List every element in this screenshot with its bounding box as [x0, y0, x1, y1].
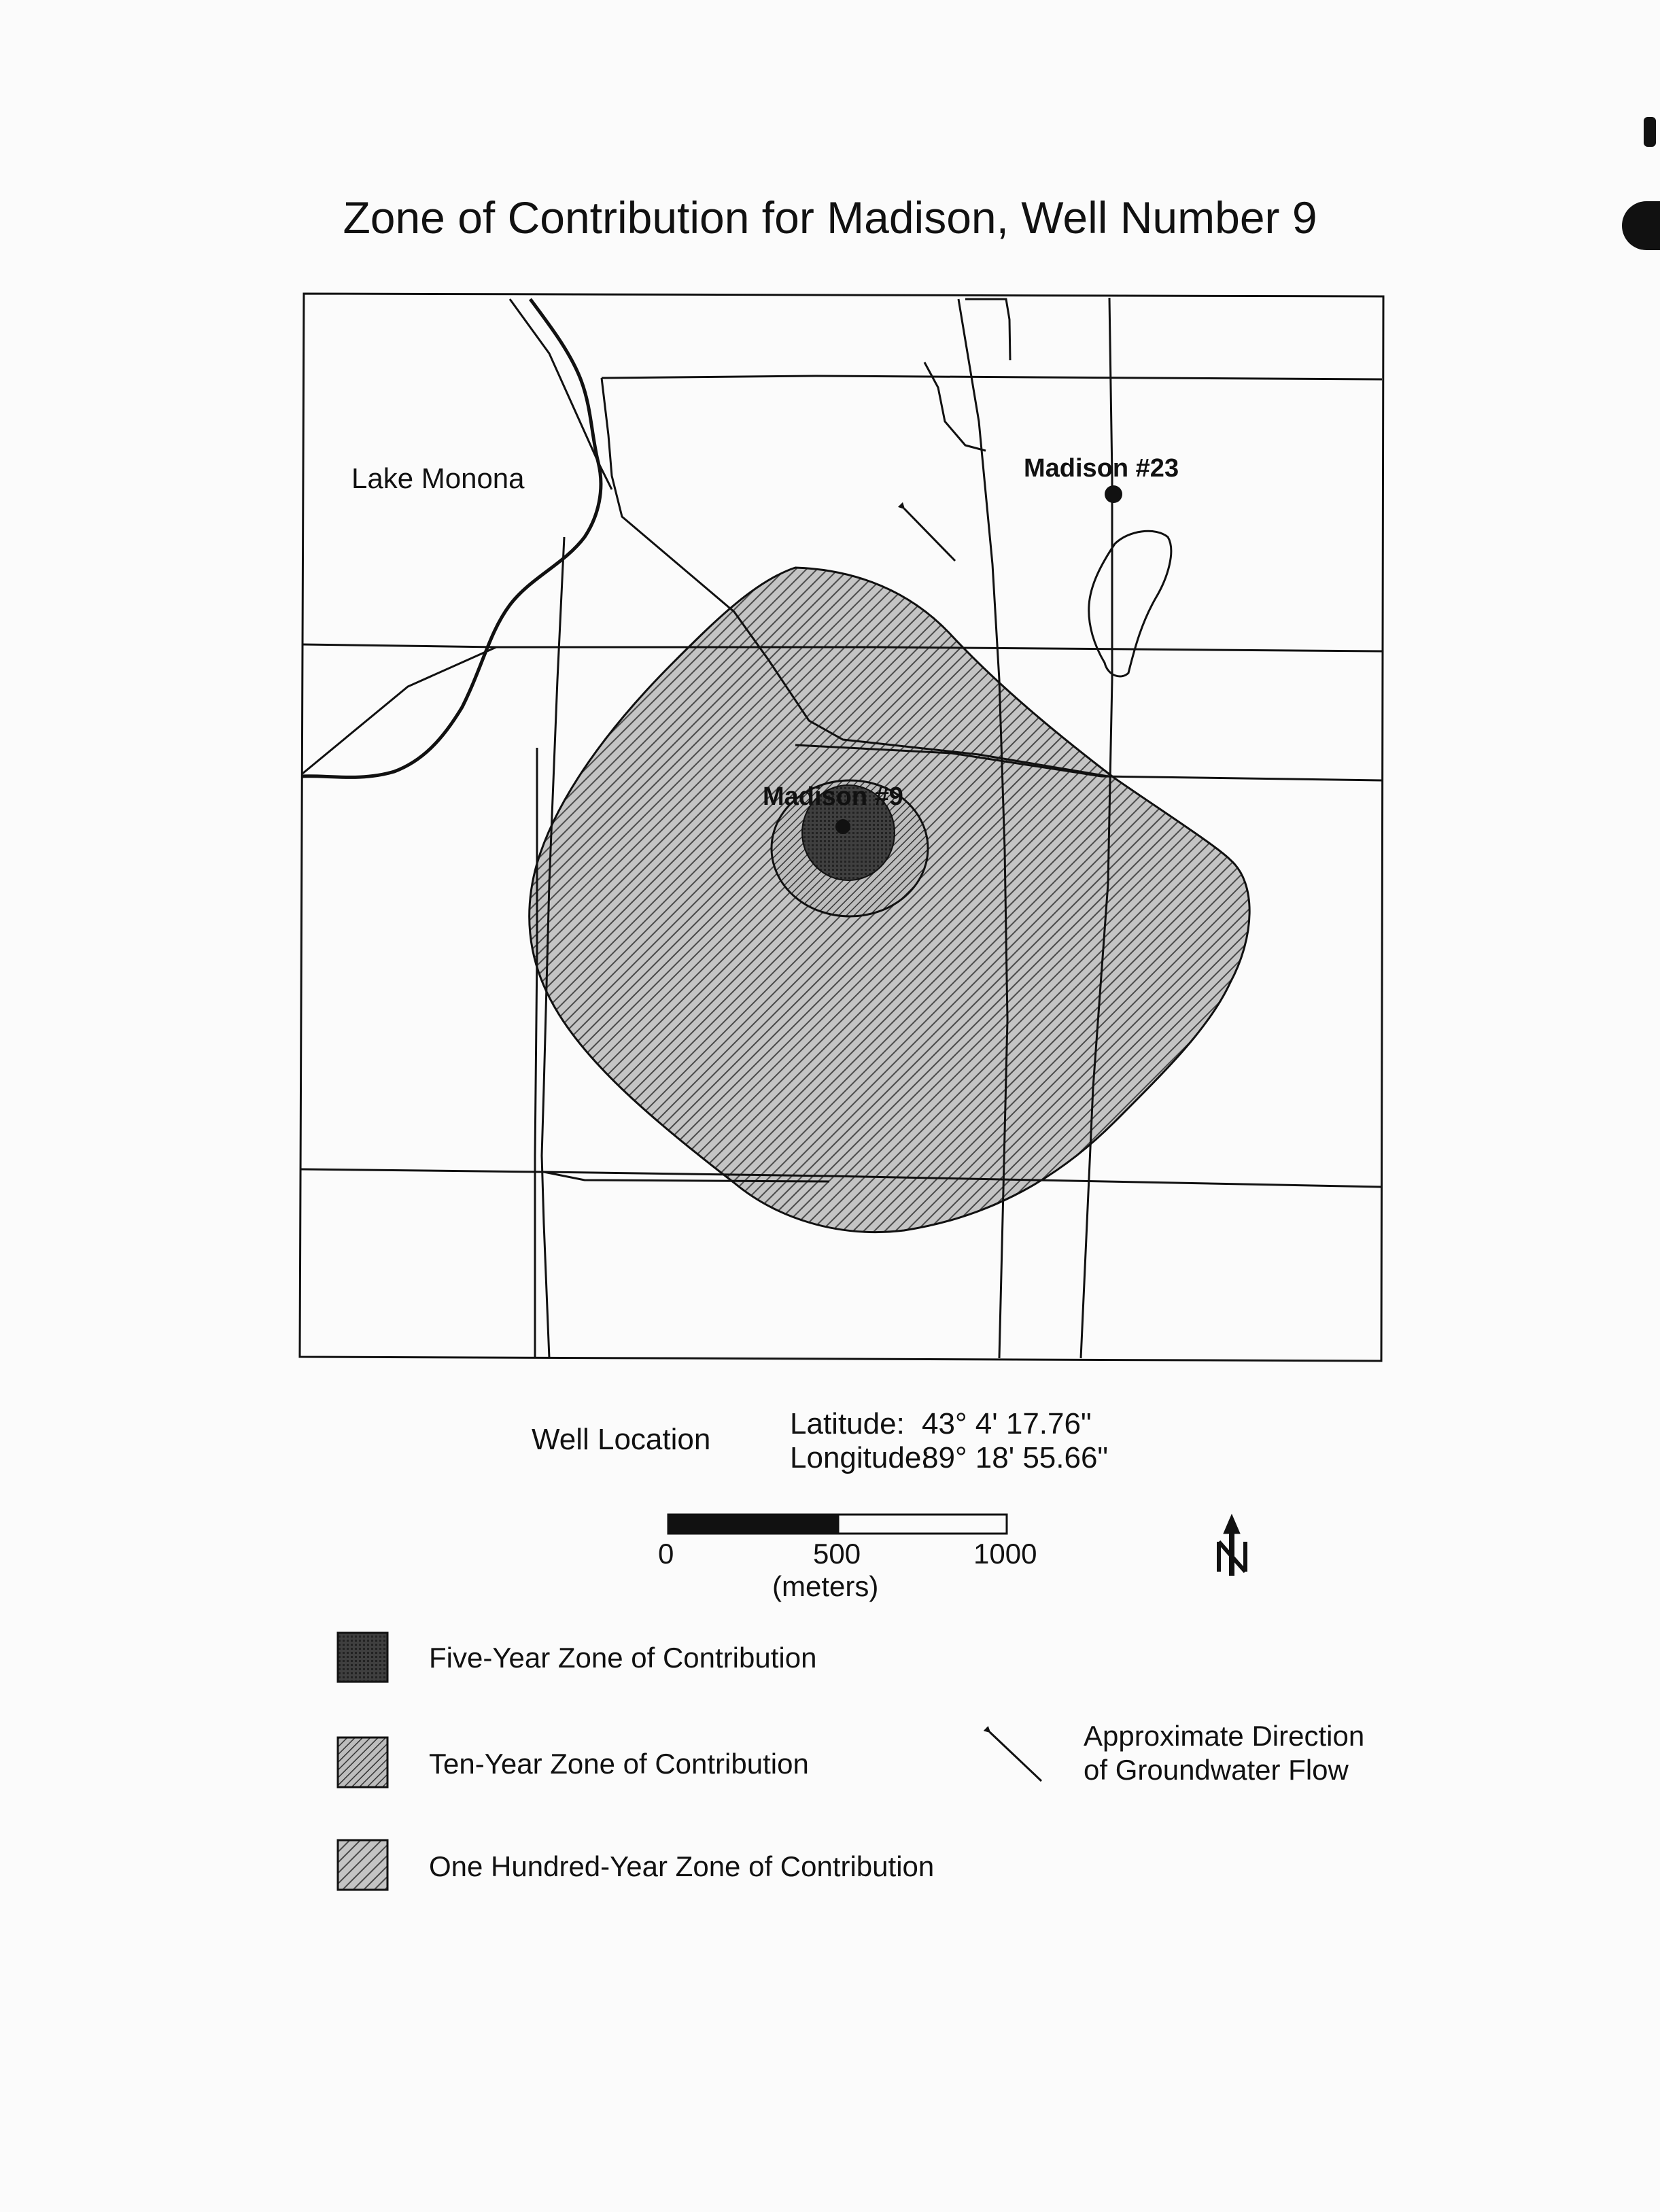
legend-swatch-ten-year — [338, 1738, 387, 1787]
legend-label-five-year: Five-Year Zone of Contribution — [429, 1642, 817, 1674]
latitude-label: Latitude: — [790, 1407, 905, 1440]
scale-tick-0: 0 — [658, 1538, 674, 1570]
well-label-23: Madison #23 — [1024, 454, 1179, 483]
well-label-9: Madison #9 — [763, 782, 903, 811]
scan-artifact — [1644, 117, 1656, 147]
legend-flow-label-line2: of Groundwater Flow — [1084, 1754, 1349, 1786]
longitude-label: Longitude: — [790, 1441, 930, 1474]
legend-swatch-hundred-year — [338, 1840, 387, 1890]
scale-bar-dark-segment — [668, 1515, 838, 1534]
legend-label-hundred-year: One Hundred-Year Zone of Contribution — [429, 1850, 935, 1882]
legend-swatch-five-year — [338, 1633, 387, 1682]
scale-tick-1000: 1000 — [973, 1538, 1037, 1570]
scale-tick-500: 500 — [813, 1538, 861, 1570]
lake-label: Lake Monona — [351, 462, 525, 494]
map-title: Zone of Contribution for Madison, Well Number 9 — [343, 192, 1317, 243]
well-location-label: Well Location — [532, 1423, 711, 1456]
north-arrow-icon — [1219, 1515, 1245, 1576]
well-point-9 — [835, 819, 850, 834]
legend-label-ten-year: Ten-Year Zone of Contribution — [429, 1748, 809, 1780]
legend-flow-arrow-icon — [990, 1732, 1041, 1781]
scale-unit: (meters) — [772, 1570, 879, 1602]
longitude-value: 89° 18' 55.66" — [922, 1441, 1109, 1474]
latitude-value: 43° 4' 17.76" — [922, 1407, 1092, 1440]
scale-bar-light-segment — [838, 1515, 1007, 1534]
legend-flow-label-line1: Approximate Direction — [1084, 1720, 1365, 1752]
well-point-23 — [1105, 485, 1122, 503]
